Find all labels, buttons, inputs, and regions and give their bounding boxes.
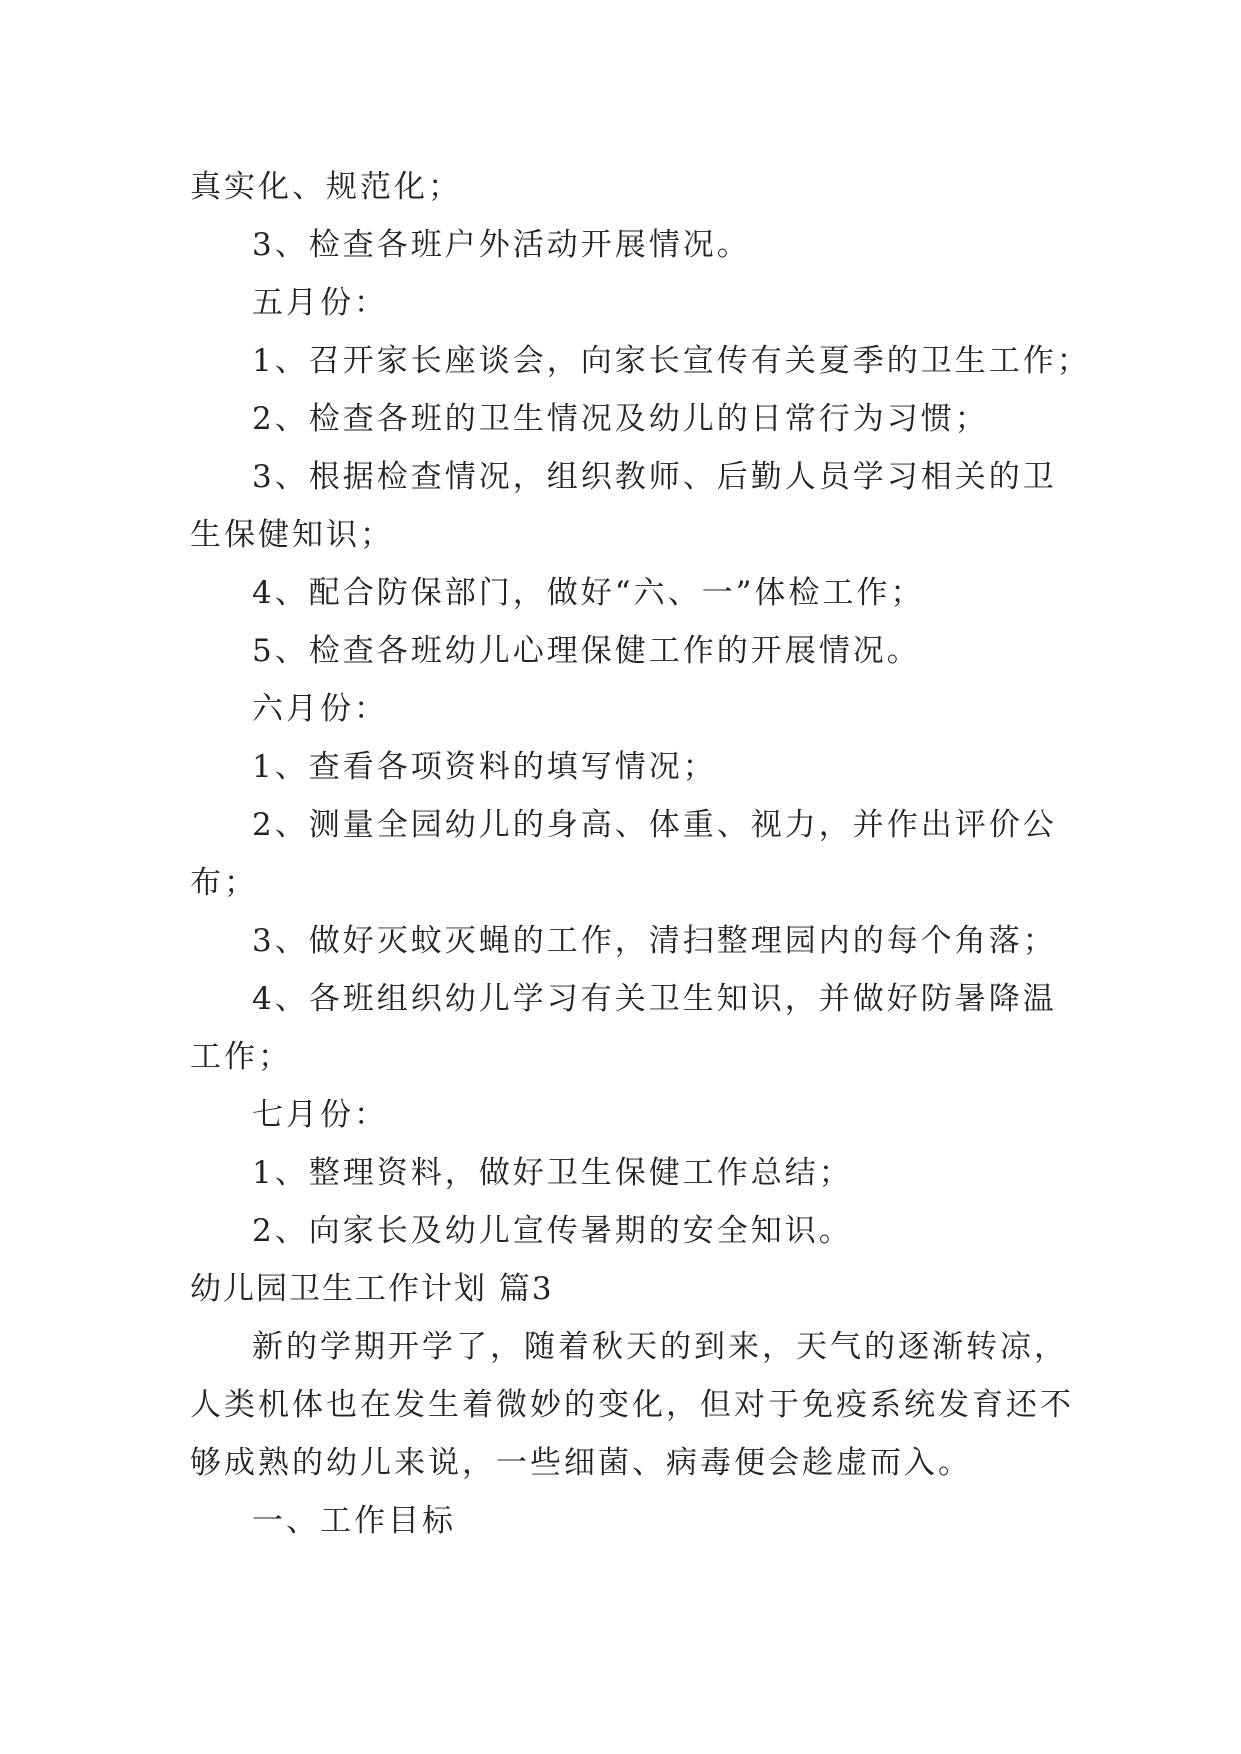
text-line: 生保健知识； [190,517,394,553]
text-line: 5、检查各班幼儿心理保健工作的开展情况。 [252,633,921,669]
text-line: 4、配合防保部门，做好“六、一”体检工作； [252,575,925,611]
text-line: 1、召开家长座谈会，向家长宣传有关夏季的卫生工作； [252,343,1091,379]
text-line: 新的学期开学了，随着秋天的到来，天气的逐渐转凉， [252,1329,1068,1365]
text-line: 布； [190,865,258,901]
text-line: 工作； [190,1039,292,1075]
text-line: 1、整理资料，做好卫生保健工作总结； [252,1155,853,1191]
text-line: 人类机体也在发生着微妙的变化，但对于免疫系统发育还不 [190,1387,1074,1423]
text-line: 2、向家长及幼儿宣传暑期的安全知识。 [252,1213,853,1249]
text-line: 2、检查各班的卫生情况及幼儿的日常行为习惯； [252,401,989,437]
text-line: 3、根据检查情况，组织教师、后勤人员学习相关的卫 [252,459,1057,495]
section-heading-goals: 一、工作目标 [252,1503,456,1539]
text-line: 2、测量全园幼儿的身高、体重、视力，并作出评价公 [252,807,1057,843]
text-line: 够成熟的幼儿来说，一些细菌、病毒便会趁虚而入。 [190,1445,972,1481]
section-heading-june: 六月份： [252,691,388,727]
text-line: 真实化、规范化； [190,169,462,205]
text-line: 1、查看各项资料的填写情况； [252,749,717,785]
text-line: 3、做好灭蚊灭蝇的工作，清扫整理园内的每个角落； [252,923,1057,959]
text-line: 4、各班组织幼儿学习有关卫生知识，并做好防暑降温 [252,981,1057,1017]
document-body [190,158,1091,1550]
section-heading-may: 五月份： [252,285,388,321]
section-heading-july: 七月份： [252,1097,388,1133]
text-line: 3、检查各班户外活动开展情况。 [252,227,751,263]
article-title: 幼儿园卫生工作计划 篇3 [190,1271,554,1307]
